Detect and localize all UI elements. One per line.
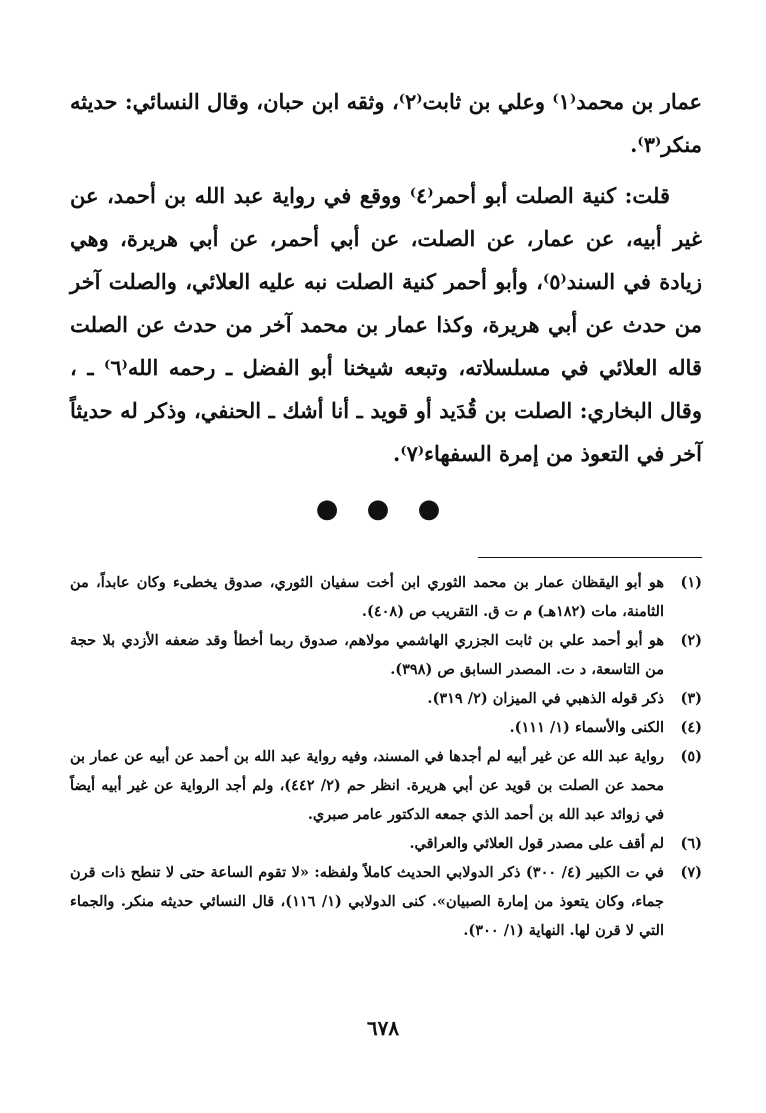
footnote-text: في ت الكبير (٤/ ٣٠٠) ذكر الدولابي الحديث كاملاً ولفظه: «لا تقوم الساعة حتى لا تنطح ذات قرن جماء، وكان يتعوذ من إمارة الصبيان». كنى الدولابي (١/ ١١٦)، قال النسائي حديثه منكر. والجماء التي لا قرن لها. النهاية (١/ ٣٠٠). bbox=[70, 864, 664, 939]
footnote-1 bbox=[70, 568, 702, 626]
footnote-number: (٣) bbox=[680, 690, 702, 707]
footnote-text: رواية عبد الله عن غير أبيه لم أجدها في المسند، وفيه رواية عبد الله بن أحمد عن أبيه عن عمار بن محمد عن الصلت بن قويد عن أبي هريرة. انظر حم (٢/ ٤٤٢)، ولم أجد الرواية عن غير أبيه أيضاً في زوائد عبد الله بن أحمد الذي جمعه الدكتور عامر صبري. bbox=[70, 748, 664, 823]
footnote-2 bbox=[70, 626, 702, 684]
footnotes bbox=[70, 568, 702, 945]
footnote-text: ذكر قوله الذهبي في الميزان (٢/ ٣١٩). bbox=[427, 690, 664, 707]
footnote-number: (٦) bbox=[680, 835, 702, 852]
footnote-number: (٢) bbox=[680, 632, 702, 649]
paragraph-1: عمار بن محمد⁽١⁾ وعلي بن ثابت⁽٢⁾، وثقه ابن حبان، وقال النسائي: حديثه منكر⁽٣⁾. bbox=[70, 89, 703, 157]
footnote-6 bbox=[70, 829, 702, 858]
footnote-divider bbox=[478, 557, 702, 558]
footnote-3 bbox=[70, 684, 702, 713]
paragraph-2: قلت: كنية الصلت أبو أحمر⁽٤⁾ ووقع في رواية عبد الله بن أحمد، عن غير أبيه، عن عمار، عن الصلت، عن أبي أحمر، عن أبي هريرة، وهي زيادة في السند⁽٥⁾، وأبو أحمر كنية الصلت نبه عليه العلائي، والصلت آخر من حدث عن أبي هريرة، وكذا عمار بن محمد آخر من حدث عن الصلت قاله العلائي في مسلسلاته، وتبعه شيخنا أبو الفضل ـ رحمه الله⁽٦⁾ ـ ، وقال البخاري: الصلت بن قُدَيد أو قويد ـ أنا أشك ـ الحنفي، وذكر له حديثاً آخر في التعوذ من إمرة السفهاء⁽٧⁾. bbox=[70, 183, 703, 466]
footnote-text: الكنى والأسماء (١/ ١١١). bbox=[509, 719, 664, 736]
section-separator: ● ● ● bbox=[315, 494, 451, 524]
footnote-4 bbox=[70, 713, 702, 742]
footnote-7 bbox=[70, 858, 702, 945]
main-text bbox=[70, 80, 702, 475]
footnote-text: هو أبو أحمد علي بن ثابت الجزري الهاشمي مولاهم، صدوق ربما أخطأ وقد ضعفه الأزدي بلا حجة من التاسعة، د ت. المصدر السابق ص (٣٩٨). bbox=[70, 632, 664, 678]
page-number: ٦٧٨ bbox=[366, 1016, 400, 1040]
footnote-text: هو أبو اليقظان عمار بن محمد الثوري ابن أخت سفيان الثوري، صدوق يخطىء وكان عابداً، من الثامنة، مات (١٨٢هـ) م ت ق. التقريب ص (٤٠٨). bbox=[70, 574, 664, 620]
footnote-number: (٥) bbox=[680, 748, 702, 765]
footnote-number: (٤) bbox=[680, 719, 702, 736]
footnote-5 bbox=[70, 742, 702, 829]
footnote-text: لم أقف على مصدر قول العلائي والعراقي. bbox=[409, 835, 664, 852]
footnote-number: (١) bbox=[680, 574, 702, 591]
footnote-number: (٧) bbox=[680, 864, 702, 881]
